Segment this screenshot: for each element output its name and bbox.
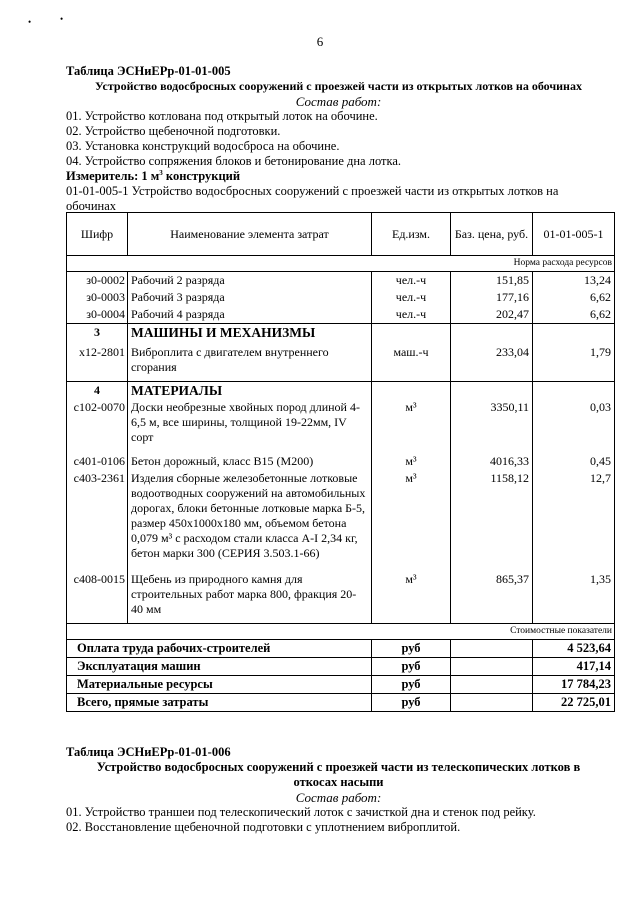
- table1-header: [66, 64, 611, 214]
- table-row: с102-0070 Доски необрезные хвойных пород длиной 4-6,5 м, все ширины, толщиной 19-22мм, IV сорт м³ 3350,11 0,03: [67, 399, 615, 453]
- measure-unit: Измеритель: 1 $м^3$ конструкций: [66, 168, 241, 183]
- work-item: 02. Устройство щебеночной подготовки.: [66, 124, 281, 138]
- work-item: 02. Восстановление щебеночной подготовки с уплотнением виброплитой.: [66, 820, 461, 834]
- total-row: Всего, прямые затраты руб 22 725,01: [67, 694, 615, 712]
- total-row: Эксплуатация машин руб 417,14: [67, 658, 615, 676]
- table-row: с401-0106 Бетон дорожный, класс B15 (М200) м³ 4016,33 0,45: [67, 453, 615, 470]
- table-row: х12-2801 Виброплита с двигателем внутреннего сгорания маш.-ч 233,04 1,79: [67, 341, 615, 382]
- table-row: з0-0004 Рабочий 4 разряда чел.-ч 202,47 6,62: [67, 306, 615, 324]
- table-row: с408-0015 Щебень из природного камня для строительных работ марка 800, фракция 20-40 мм м³ 865,37 1,35: [67, 571, 615, 624]
- col-header-code: Шифр: [67, 213, 128, 256]
- col-header-norm: 01-01-005-1: [533, 213, 615, 256]
- norm-caption: Норма расхода ресурсов: [67, 256, 615, 272]
- work-item: 03. Установка конструкций водосброса на обочине.: [66, 139, 340, 153]
- table-header-row: [67, 213, 615, 256]
- work-item: 01. Устройство траншеи под телескопический лоток с зачисткой дна и стенок под рейку.: [66, 805, 536, 819]
- item-caption: 01-01-005-1 Устройство водосбросных сооружений с проезжей части из открытых лотков на обочинах: [66, 184, 559, 213]
- category-row-machines: 3 МАШИНЫ И МЕХАНИЗМЫ: [67, 324, 615, 342]
- col-header-name: Наименование элемента затрат: [128, 213, 372, 256]
- scan-dot: •: [28, 17, 32, 27]
- category-row-materials: 4 МАТЕРИАЛЫ: [67, 382, 615, 400]
- norm-caption-row: [67, 256, 615, 272]
- col-header-price: Баз. цена, руб.: [451, 213, 533, 256]
- total-row: Материальные ресурсы руб 17 784,23: [67, 676, 615, 694]
- work-item: 04. Устройство сопряжения блоков и бетонирование дна лотка.: [66, 154, 402, 168]
- table-row: с403-2361 Изделия сборные железобетонные лотковые водоотводных сооружений на автомобильных дорогах, блоки бетонные лотковые марка Б-5, размер 450х1000х180 мм, объемом бетона 0,079 м³ с расходом стали класса А-I 2,34 кг, бетон марки 300 (СЕРИЯ 3.503.1-66) м³ 1158,12 12,7: [67, 470, 615, 571]
- table2-header: [66, 745, 611, 835]
- scan-dot: •: [60, 14, 64, 24]
- table1-subtitle: Устройство водосбросных сооружений с проезжей части из открытых лотков на обочинах: [95, 79, 582, 93]
- cost-caption-row: [67, 624, 615, 640]
- table2-title: Таблица ЭСНиЕРр-01-01-006: [66, 745, 231, 759]
- table1-works-heading: Состав работ:: [295, 94, 382, 109]
- table2-subtitle: Устройство водосбросных сооружений с проезжей части из телескопических лотков в откосах насыпи: [96, 760, 581, 789]
- table-row: з0-0002 Рабочий 2 разряда чел.-ч 151,85 13,24: [67, 272, 615, 290]
- total-row: Оплата труда рабочих-строителей руб 4 523,64: [67, 640, 615, 658]
- work-item: 01. Устройство котлована под открытый лоток на обочине.: [66, 109, 378, 123]
- col-header-unit: Ед.изм.: [372, 213, 451, 256]
- resource-table: [66, 212, 615, 712]
- table2-works-heading: Состав работ:: [295, 790, 382, 805]
- page-number: 6: [316, 34, 324, 49]
- cost-caption: Стоимостные показатели: [67, 624, 615, 640]
- table-row: з0-0003 Рабочий 3 разряда чел.-ч 177,16 6,62: [67, 289, 615, 306]
- table1-title: Таблица ЭСНиЕРр-01-01-005: [66, 64, 231, 78]
